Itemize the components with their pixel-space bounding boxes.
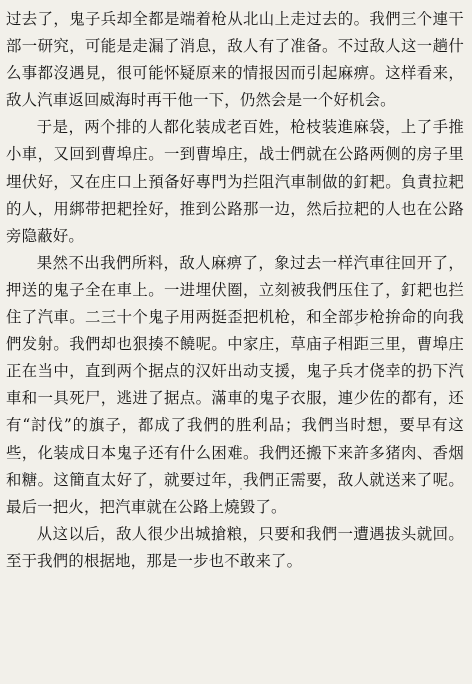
print-speck: [122, 213, 124, 215]
paragraph-continuation: 过去了，鬼子兵却全都是端着枪从北山上走过去的。我們三个連干部一研究，可能是走漏了消息，敌人有了准备。不过敌人这一趟什么事都沒遇見，很可能怀疑原来的情报因而引起麻痹。这样看来，敌人汽車返回威海时再干他一下，仍然会是一个好机会。: [6, 10, 464, 110]
print-speck: [240, 488, 242, 490]
paragraph-ambush-battle: 果然不出我們所料，敌人麻痹了，象过去一样汽車往回开了，押送的鬼子全在車上。一进埋伏圈，立刻被我們压住了，釘耙也拦住了汽車。二三十个鬼子用两挺歪把机枪，和全部步枪拚命的向我們发射。我們却也狠揍不饒呢。中家庄，草庙子相距三里，曹埠庄正在当中，直到两个据点的汉奸出动支援，鬼子兵才侥幸的扔下汽車和一具死尸，逃进了据点。滿車的鬼子衣服，連少佐的都有，还有“討伐”的旗子，都成了我們的胜利品；我們当时想，要早有这些，化装成日本鬼子还有什么困难。我們还搬下来許多猪肉、香烟和糖。这簡直太好了，就要过年，我們正需要，敌人就送来了呢。最后一把火，把汽車就在公路上燒毀了。: [6, 253, 464, 516]
paragraph-aftermath: 从这以后，敌人很少出城搶粮，只要和我們一遭遇拔头就回。至于我們的根据地，那是一步也不敢来了。: [6, 524, 464, 570]
print-speck: [356, 324, 358, 326]
paragraph-ambush-setup: 于是，两个排的人都化装成老百姓，枪枝装進麻袋，上了手推小車，又回到曹埠庄。一到曹埠庄，战士們就在公路两侧的房子里埋伏好，又在庄口上預备好專門为拦阻汽車制做的釘耙。負責拉耙的人，用綁带把耙拴好，推到公路那一边，然后拉耙的人也在公路旁隐蔽好。: [6, 118, 464, 245]
